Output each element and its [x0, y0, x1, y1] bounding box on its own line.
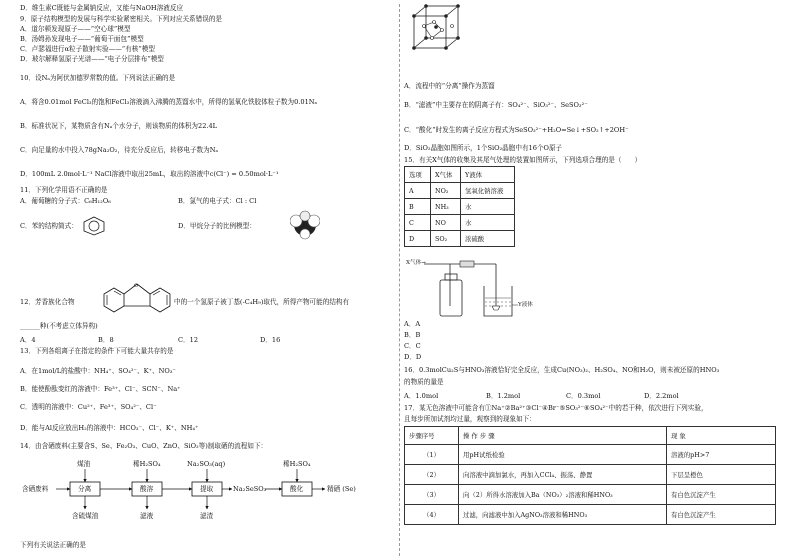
q9-option-a: A．道尔顿发现原子——“空心球”模型 [20, 25, 131, 33]
flow-step-separate: 分离 [78, 485, 92, 493]
table-cell: NO [431, 215, 461, 231]
table-cell: B [405, 199, 431, 215]
q15-option-b: B．B [404, 331, 421, 339]
table-cell: D [405, 231, 431, 247]
table-cell: 过滤，向滤液中加入AgNO₃溶液和稀HNO₃ [459, 505, 667, 525]
table-cell: 向溶液中滴加氯水，再加入CCl₄、振荡、静置 [459, 465, 667, 485]
table-header-cell: X气体 [431, 167, 461, 183]
q15-option-d: D．D [404, 353, 422, 361]
q12-option-d: D．16 [260, 336, 281, 344]
q14-option-b: B．“滤液”中主要存在的阴离子有：SO₄²⁻、SiO₃²⁻、SeSO₃²⁻ [404, 101, 588, 109]
table-cell: NO₂ [431, 183, 461, 199]
gas-collection-apparatus-figure [404, 258, 534, 320]
table-cell: A [405, 183, 431, 199]
table-cell: （3） [405, 485, 459, 505]
q14-option-a: A．流程中的“分离”操作为蒸馏 [404, 82, 495, 90]
q12-stem-prefix: 12．芳香族化合物 [20, 298, 75, 306]
table-row [405, 505, 776, 525]
sio2-unit-cell-figure [406, 2, 468, 54]
flow-source: 含硒废料 [22, 485, 49, 493]
flow-intermediate: Na₂SeSO₃ [233, 485, 267, 493]
table-row [405, 215, 515, 231]
apparatus-liquid-label: Y液体 [518, 302, 533, 308]
flow-input-acid-2: 稀H₂SO₄ [283, 460, 311, 468]
q15-gas-liquid-table [404, 166, 515, 247]
q14-tail: 下列有关说法正确的是 [20, 541, 86, 549]
q15-stem: 15．有关X气体的收集及其尾气处理的装置如图所示，下列选项合理的是（ ） [404, 156, 642, 164]
q14-option-c: C．“酸化”时发生的离子反应方程式为SeSO₃²⁻+H₂O=Se↓+SO₂↑+2OH⁻ [404, 126, 629, 134]
q10-option-a: A．将含0.01mol FeCl₃的饱和FeCl₃溶液滴入沸腾的蒸馏水中，所得的氢氧化铁胶体粒子数为0.01Nₐ [20, 98, 318, 106]
table-cell: （1） [405, 445, 459, 465]
table-row [405, 231, 515, 247]
table-cell: 有白色沉淀产生 [667, 485, 776, 505]
flow-step-extract: 提取 [200, 485, 214, 493]
table-cell: 向（2）所得水溶液加入Ba（NO₃）₂溶液和稀HNO₃ [459, 485, 667, 505]
table-row [405, 465, 776, 485]
q10-option-c: C．向足量的水中投入78gNa₂O₂，待充分反应后，转移电子数为Nₐ [20, 146, 219, 154]
table-cell: 下层呈橙色 [667, 465, 776, 485]
table-row [405, 199, 515, 215]
q12-stem-suffix: 中的一个氢原子被丁基(-C₄H₉)取代，所得产物可能的结构有 [174, 298, 350, 306]
q12-option-c: C．12 [178, 336, 199, 344]
q13-option-d: D．能与Al反应放出H₂的溶液中：HCO₃⁻、Cl⁻、K⁺、NH₄⁺ [20, 424, 199, 432]
q14-option-d: D．SiO₂晶胞如图所示，1个SiO₂晶胞中有16个O原子 [404, 144, 563, 152]
table-cell: （2） [405, 465, 459, 485]
q16-option-a: A．1.0mol [404, 392, 439, 400]
table-header-row [405, 427, 776, 445]
q11-option-d: D．甲烷分子的比例模型： [178, 222, 256, 230]
table-cell: 溶液的pH>7 [667, 445, 776, 465]
q12-option-a: A．4 [20, 336, 36, 344]
table-row [405, 445, 776, 465]
q16-stem: 16．0.3molCu₂S与HNO₃溶液恰好完全反应，生成Cu(NO₃)₂、H₂SO₄、NO和H₂O，则未被还原的HNO₃ [404, 366, 720, 374]
q16-option-b: B．1.2mol [486, 392, 521, 400]
q17-experiment-table [404, 426, 776, 525]
q10-option-b: B．标准状况下，某物质含有Nₐ个水分子，则该物质的体积为22.4L [20, 122, 218, 130]
flow-step-acid-dissolve: 酸溶 [140, 485, 154, 493]
q15-option-c: C．C [404, 342, 421, 350]
q13-option-a: A．在1mol/L的盐酸中：NH₄⁺、SO₄²⁻、K⁺、NO₃⁻ [20, 367, 176, 375]
column-divider [399, 4, 400, 556]
table-cell: 浓硫酸 [461, 231, 515, 247]
table-row [405, 183, 515, 199]
q9-option-b: B．汤姆孙发现电子——“葡萄干面包”模型 [20, 35, 144, 43]
q13-option-c: C．透明的溶液中：Cu²⁺、Fe³⁺、SO₄²⁻、Cl⁻ [20, 403, 157, 411]
q9-option-d: D．玻尔解释氢原子光谱——“电子分层排布”模型 [20, 55, 164, 63]
flow-product: 精硒 (Se) [327, 485, 356, 493]
q9-option-c: C．卢瑟福进行α粒子散射实验——“有核”模型 [20, 45, 155, 53]
q12-option-b: B．8 [98, 336, 114, 344]
table-cell: SO₂ [431, 231, 461, 247]
q11-stem: 11．下列化学用语不正确的是 [20, 186, 108, 194]
q14-stem: 14．由含硒废料(主要含S、Se、Fe₂O₃、CuO、ZnO、SiO₂等)制取硒的流程如下： [20, 442, 268, 450]
q10-stem: 10．设Nₐ为阿伏加德罗常数的值。下列说法正确的是 [20, 74, 176, 82]
table-cell: 水 [461, 199, 515, 215]
table-row [405, 485, 776, 505]
selenium-process-flowchart [20, 455, 392, 535]
q16-option-d: D．2.2mol [644, 392, 679, 400]
q17-stem: 17．某无色溶液中可能含有①Na⁺②Ba²⁺③Cl⁻④Br⁻⑤SO₃²⁻⑥SO₄²⁻中的若干种，依次进行下列实验， [404, 404, 708, 412]
table-header-cell: Y液体 [461, 167, 515, 183]
flow-input-acid-1: 稀H₂SO₄ [133, 460, 161, 468]
q16-option-c: C．0.3mol [566, 392, 601, 400]
flow-output-residue: 滤渣 [200, 512, 214, 520]
table-header-cell: 操 作 步 骤 [459, 427, 667, 445]
methane-model-icon [290, 210, 320, 240]
q16-stem-cont: 的物质的量是 [404, 378, 444, 386]
svg-text:O: O [134, 283, 139, 289]
table-cell: NH₃ [431, 199, 461, 215]
table-cell: 用pH试纸检验 [459, 445, 667, 465]
q8-option-d: D．维生素C既能与金属钠反应，又能与NaOH溶液反应 [20, 4, 184, 12]
q15-option-a: A．A [404, 320, 421, 328]
apparatus-gas-label: X气体→ [406, 260, 426, 266]
q17-stem-cont: 且每步所加试剂均过量，观察到的现象如下： [404, 415, 536, 423]
q11-option-b: B．氯气的电子式：Cl : Cl [178, 197, 257, 205]
flow-output-sulfur-kerosene: 含硫煤油 [72, 512, 99, 520]
q9-stem: 9．原子结构模型的发展与科学实验紧密相关。下列对应关系错误的是 [20, 15, 223, 23]
q10-option-d: D．100mL 2.0mol·L⁻¹ NaCl溶液中取出25mL，取出的溶液中c(Cl⁻) = 0.50mol·L⁻¹ [20, 170, 279, 178]
flow-output-filtrate: 滤液 [140, 512, 154, 520]
table-cell: C [405, 215, 431, 231]
q11-option-c: C．苯的结构简式： [20, 222, 78, 230]
q11-option-a: A．葡萄糖的分子式：C₆H₁₂O₆ [20, 197, 111, 205]
table-cell: 氢氧化钠溶液 [461, 183, 515, 199]
benzene-structure-icon [82, 216, 106, 236]
flow-input-sulfite: Na₂SO₃(aq) [187, 460, 226, 468]
q13-stem: 13．下列各组离子在指定的条件下可能大量共存的是 [20, 347, 174, 355]
flow-input-kerosene: 煤油 [77, 460, 91, 468]
table-cell: 水 [461, 215, 515, 231]
table-header-row [405, 167, 515, 183]
q13-option-b: B．能使酚酞变红的溶液中：Fe³⁺、Cl⁻、SCN⁻、Na⁺ [20, 385, 181, 393]
table-header-cell: 步骤序号 [405, 427, 459, 445]
table-header-cell: 选项 [405, 167, 431, 183]
table-cell: 有白色沉淀产生 [667, 505, 776, 525]
table-header-cell: 现 象 [667, 427, 776, 445]
q12-stem-tail: ______种(不考虑立体异构) [20, 322, 98, 330]
flow-step-acidify: 酸化 [290, 485, 304, 493]
table-cell: （4） [405, 505, 459, 525]
dibenzofuran-structure-icon [100, 278, 174, 318]
